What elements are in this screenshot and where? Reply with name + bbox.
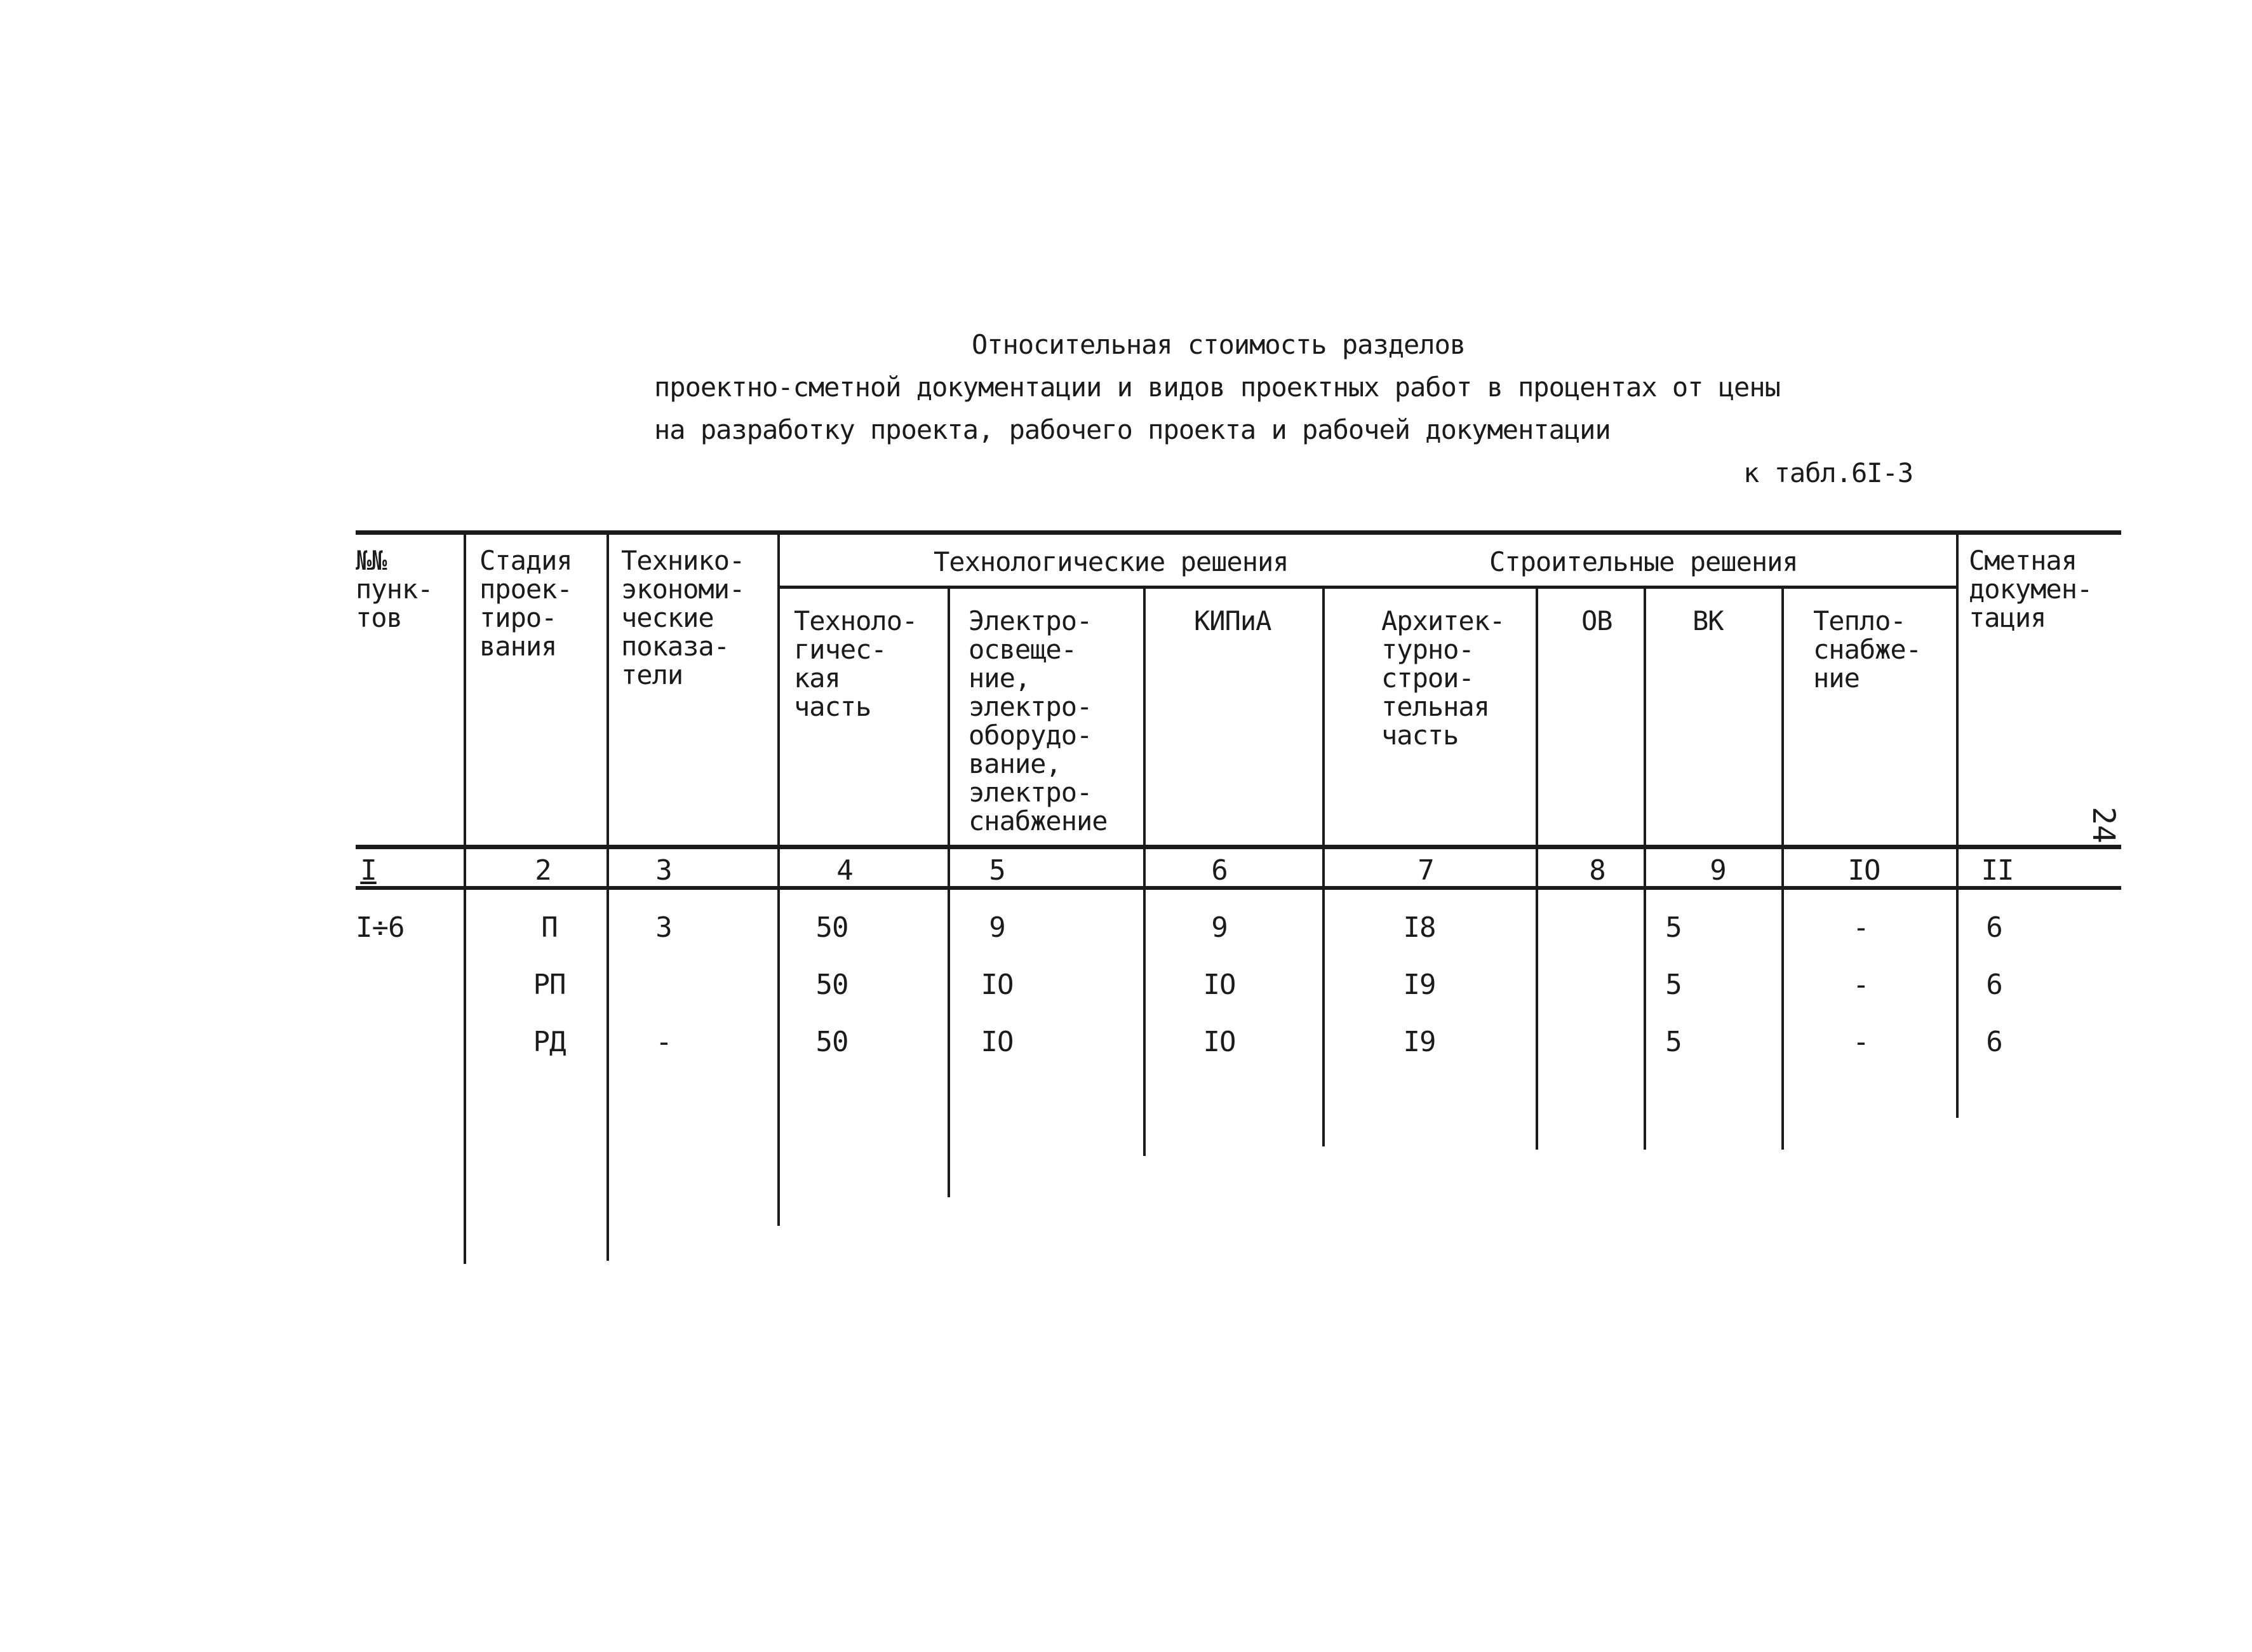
cell-architectural: I8 — [1403, 911, 1436, 944]
cell-electrical: 9 — [989, 911, 1005, 944]
header-item-number: №№ пунк- тов — [356, 545, 433, 633]
page-number: 24 — [2086, 807, 2121, 843]
cell-instrumentation: IO — [1203, 1026, 1236, 1058]
cell-tech-economic: - — [655, 1026, 672, 1058]
column-number: 7 — [1418, 854, 1434, 887]
cell-heat-supply: - — [1853, 969, 1869, 1001]
column-number: 2 — [535, 854, 551, 887]
cell-technological: 50 — [815, 1026, 848, 1058]
header-estimate-docs: Сметная докумен- тация — [1969, 545, 2093, 633]
cell-technological: 50 — [815, 911, 848, 944]
cell-tech-economic: 3 — [655, 911, 672, 944]
cell-estimate: 6 — [1986, 911, 2002, 944]
header-heat-supply: Тепло- снабже- ние — [1813, 605, 1922, 694]
cell-estimate: 6 — [1986, 1026, 2002, 1058]
document-title-line-3: на разработку проекта, рабочего проекта и рабочей документации — [654, 414, 1611, 445]
header-group-technological: Технологические решения — [934, 546, 1289, 577]
col-divider-10 — [1956, 534, 1959, 1118]
cell-instrumentation: 9 — [1211, 911, 1228, 944]
document-title-line-1: Относительная стоимость разделов — [972, 329, 1466, 360]
col-divider-7 — [1536, 588, 1538, 1150]
column-number: 6 — [1211, 854, 1228, 887]
col-divider-1 — [464, 534, 466, 1264]
header-bottom-rule — [356, 845, 2121, 849]
header-instrumentation: КИПиА — [1194, 605, 1271, 636]
header-group-construction: Строительные решения — [1489, 546, 1798, 577]
col-divider-4 — [948, 588, 950, 1197]
column-number: IO — [1847, 854, 1880, 887]
header-electrical: Электро- освеще- ние, электро- оборудо- вание, электро- снабжение — [968, 605, 1108, 836]
col-divider-9 — [1781, 588, 1784, 1150]
col-divider-8 — [1644, 588, 1646, 1150]
header-technological-part: Техноло- гичес- кая часть — [794, 605, 918, 722]
column-number: II — [1981, 854, 2014, 887]
cell-water-sewerage: 5 — [1665, 969, 1682, 1001]
cell-architectural: I9 — [1403, 969, 1436, 1001]
cell-instrumentation: IO — [1203, 969, 1236, 1001]
cell-electrical: IO — [981, 969, 1014, 1001]
col-divider-6 — [1322, 588, 1325, 1146]
column-number: 9 — [1710, 854, 1726, 887]
col-divider-2 — [607, 534, 609, 1261]
header-heating-ventilation: ОВ — [1581, 605, 1612, 636]
cell-heat-supply: - — [1853, 1026, 1869, 1058]
header-water-sewerage: ВК — [1692, 605, 1724, 636]
table-top-rule — [356, 530, 2121, 535]
header-group-rule — [779, 586, 1956, 589]
cell-item-number: I÷6 — [356, 911, 405, 944]
table-reference: к табл.6I-3 — [1743, 457, 1914, 488]
cell-heat-supply: - — [1853, 911, 1869, 944]
cell-architectural: I9 — [1403, 1026, 1436, 1058]
document-title-line-2: проектно-сметной документации и видов проектных работ в процентах от цены — [654, 372, 1780, 403]
header-architectural: Архитек- турно- строи- тельная часть — [1381, 605, 1505, 751]
column-number: 4 — [836, 854, 853, 887]
col-divider-5 — [1143, 588, 1146, 1156]
column-number: I — [360, 854, 377, 887]
cell-water-sewerage: 5 — [1665, 1026, 1682, 1058]
col-divider-3 — [777, 534, 780, 1226]
header-tech-economic: Технико- экономи- ческие показа- тели — [621, 545, 745, 690]
cell-estimate: 6 — [1986, 969, 2002, 1001]
column-number: 8 — [1589, 854, 1605, 887]
cell-stage: РП — [533, 969, 566, 1001]
cell-stage: РД — [533, 1026, 566, 1058]
cell-technological: 50 — [815, 969, 848, 1001]
cell-electrical: IO — [981, 1026, 1014, 1058]
column-number: 3 — [655, 854, 672, 887]
column-number: 5 — [989, 854, 1005, 887]
cell-water-sewerage: 5 — [1665, 911, 1682, 944]
cell-stage: П — [541, 911, 558, 944]
header-design-stage: Стадия проек- тиро- вания — [479, 545, 572, 662]
